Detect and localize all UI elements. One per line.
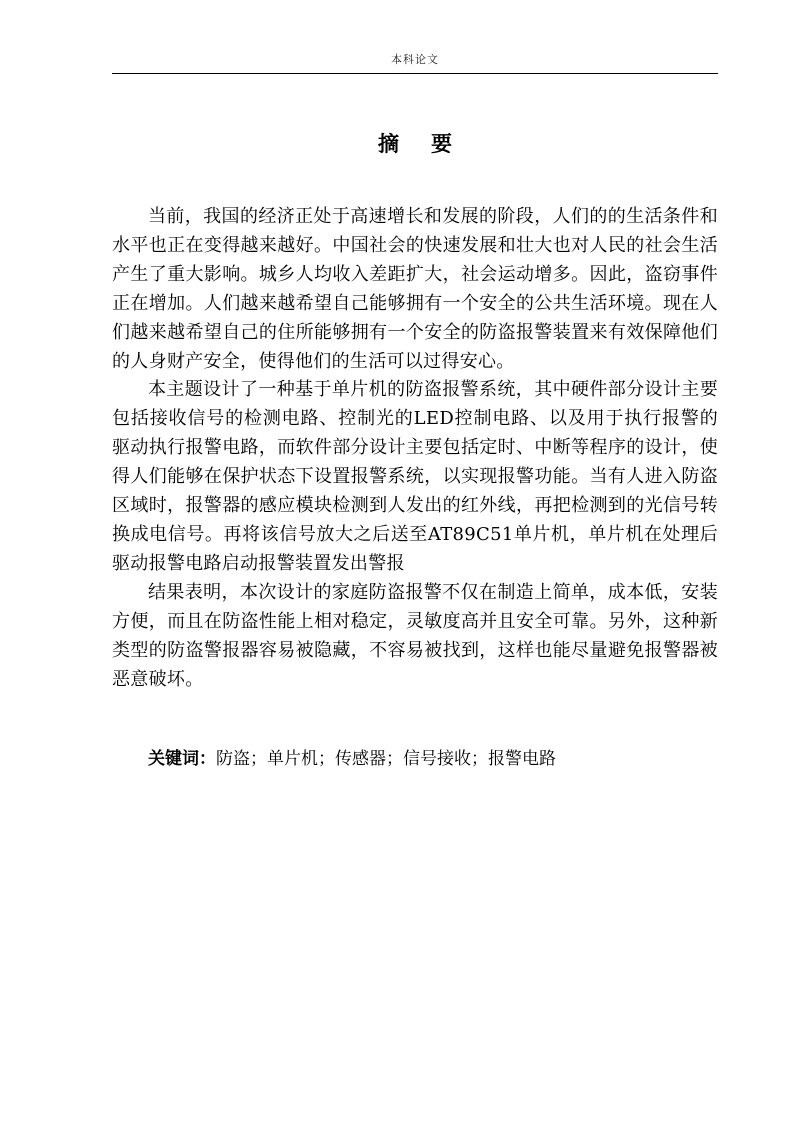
- keywords-line: [148, 745, 718, 773]
- abstract-paragraph-1: 当前，我国的经济正处于高速增长和发展的阶段，人们的的生活条件和水平也正在变得越来越好。中国社会的快速发展和壮大也对人民的社会生活产生了重大影响。城乡人均收入差距扩大，社会运动增多。因此，盗窃事件正在增加。人们越来越希望自己能够拥有一个安全的公共生活环境。现在人们越来越希望自己的住所能够拥有一个安全的防盗报警装置来有效保障他们的人身财产安全，使得他们的生活可以过得安心。: [112, 206, 718, 372]
- abstract-paragraph-3: 结果表明，本次设计的家庭防盗报警不仅在制造上简单，成本低，安装方便，而且在防盗性能上相对稳定，灵敏度高并且安全可靠。另外，这种新类型的防盗警报器容易被隐藏，不容易被找到，这样也能尽量避免报警器被恶意破坏。: [112, 581, 718, 690]
- keywords-list: 防盗；单片机；传感器；信号接收；报警电路: [216, 749, 556, 769]
- keywords-label: 关键词：: [148, 749, 216, 769]
- abstract-body: [112, 203, 718, 694]
- abstract-title: 摘要: [378, 131, 484, 156]
- abstract-paragraph-2: 本主题设计了一种基于单片机的防盗报警系统，其中硬件部分设计主要包括接收信号的检测电路、控制光的LED控制电路、以及用于执行报警的驱动执行报警电路，而软件部分设计主要包括定时、中断等程序的设计，使得人们能够在保护状态下设置报警系统，以实现报警功能。当有人进入防盗区域时，报警器的感应模块检测到人发出的红外线，再把检测到的光信号转换成电信号。再将该信号放大之后送至AT89C51单片机，单片机在处理后驱动报警电路启动报警装置发出警报: [112, 379, 718, 574]
- running-header: 本科论文: [391, 53, 439, 66]
- header-divider: [112, 73, 718, 74]
